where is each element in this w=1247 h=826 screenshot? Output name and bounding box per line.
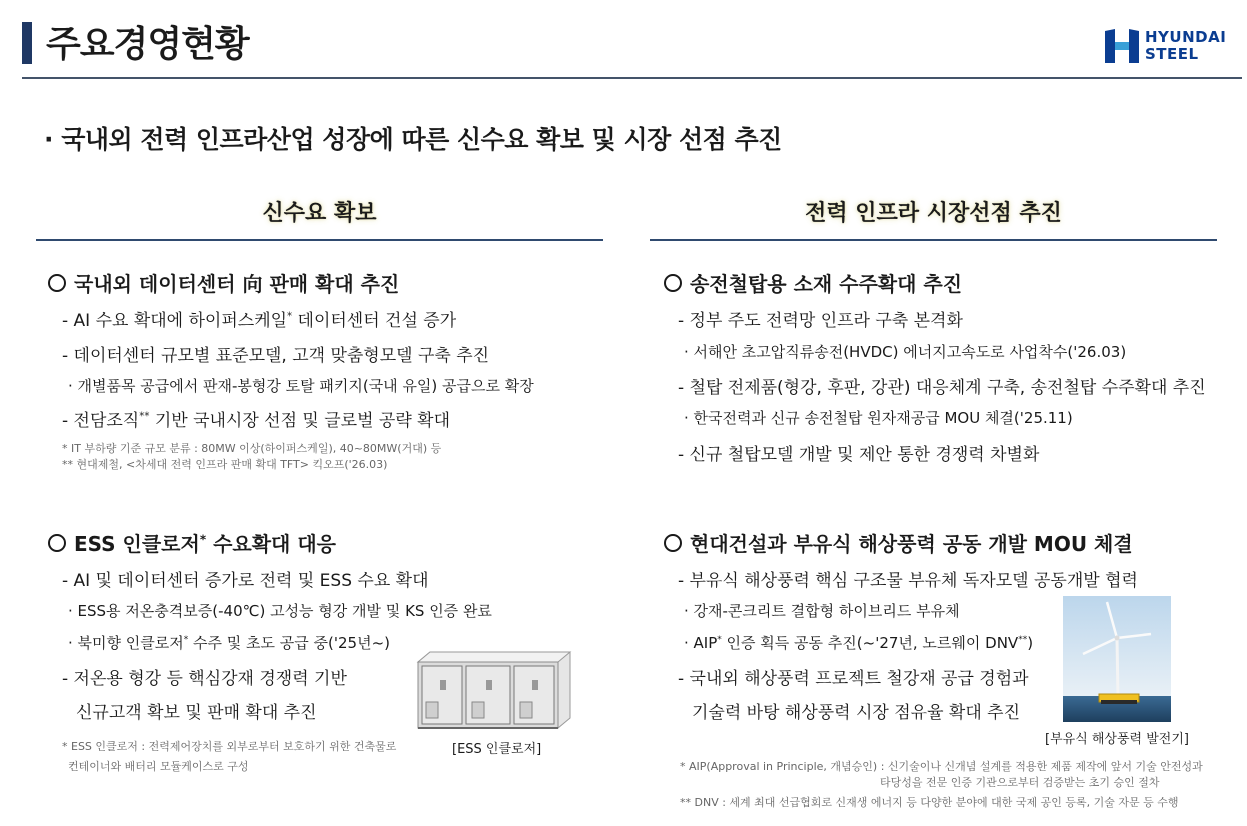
right-sec2-note2: 타당성을 전문 인증 기관으로부터 검증받는 초기 승인 절차	[880, 776, 1160, 789]
right-sec1-bullet1: - 정부 주도 전력망 인프라 구축 본격화	[678, 311, 963, 331]
left-column-title: 신수요 확보	[262, 201, 377, 226]
floating-wind-turbine-image	[1063, 596, 1171, 722]
right-sec2-note1: * AIP(Approval in Principle, 개념승인) : 신기술이나 신개념 설계를 적용한 제품 제작에 앞서 기술 안전성과	[680, 760, 1203, 773]
headline: · 국내외 전력 인프라산업 성장에 따른 신수요 확보 및 시장 선점 추진	[44, 125, 782, 154]
ess-image-caption: [ESS 인클로저]	[452, 742, 542, 757]
logo-h-icon	[1103, 27, 1141, 65]
logo-line2: STEEL	[1145, 45, 1199, 63]
left-column-rule	[36, 239, 603, 241]
right-column-title: 전력 인프라 시장선점 추진	[805, 201, 1062, 226]
left-sec2-note1: * ESS 인클로저 : 전력제어장치를 외부로부터 보호하기 위한 건축물로	[62, 740, 397, 753]
left-sec1-title: 국내외 데이터센터 向 판매 확대 추진	[48, 268, 399, 297]
right-sec2-title: 현대건설과 부유식 해상풍력 공동 개발 MOU 체결	[664, 528, 1133, 557]
page-title: 주요경영현황	[46, 24, 249, 65]
left-sec1-note2: ** 현대제철, <차세대 전력 인프라 판매 확대 TFT> 킥오프('26.03)	[62, 458, 388, 471]
right-sec2-bullet2-cont: 기술력 바탕 해상풍력 시장 점유율 확대 추진	[692, 703, 1021, 723]
left-sec1-bullet1: - AI 수요 확대에 하이퍼스케일* 데이터센터 건설 증가	[62, 311, 457, 331]
right-sec1-sub-bullet1: · 서해안 초고압직류송전(HVDC) 에너지고속도로 사업착수('26.03)	[684, 343, 1127, 361]
right-sec2-sub-bullet2: · AIP* 인증 획득 공동 추진(~'27년, 노르웨이 DNV**)	[684, 634, 1034, 652]
right-column-rule	[650, 239, 1217, 241]
circle-bullet-icon	[664, 274, 682, 292]
logo-line1: HYUNDAI	[1145, 28, 1227, 46]
hyundai-steel-logo	[1103, 27, 1238, 67]
left-sec2-title: ESS 인클로저* 수요확대 대응	[48, 528, 336, 557]
circle-bullet-icon	[664, 534, 682, 552]
left-sec2-bullet2: - 저온용 형강 등 핵심강재 경쟁력 기반	[62, 669, 347, 689]
left-sec1-bullet3: - 전담조직** 기반 국내시장 선점 및 글로벌 공략 확대	[62, 411, 450, 431]
right-sec1-bullet2: - 철탑 전제품(형강, 후판, 강관) 대응체계 구축, 송전철탑 수주확대 추진	[678, 378, 1206, 398]
right-sec1-title: 송전철탑용 소재 수주확대 추진	[664, 268, 962, 297]
left-sec2-sub-bullet1: · ESS용 저온충격보증(-40℃) 고성능 형강 개발 및 KS 인증 완료	[68, 602, 492, 620]
wind-image-caption: [부유식 해상풍력 발전기]	[1045, 732, 1189, 747]
left-sec2-bullet1: - AI 및 데이터센터 증가로 전력 및 ESS 수요 확대	[62, 571, 429, 591]
right-sec2-note3: ** DNV : 세계 최대 선급협회로 신재생 에너지 등 다양한 분야에 대한 국제 공인 등록, 기술 자문 등 수행	[680, 796, 1179, 809]
circle-bullet-icon	[48, 274, 66, 292]
right-sec2-bullet1: - 부유식 해상풍력 핵심 구조물 부유체 독자모델 공동개발 협력	[678, 571, 1138, 591]
title-accent-bar	[22, 22, 32, 64]
right-sec1-sub-bullet2: · 한국전력과 신규 송전철탑 원자재공급 MOU 체결('25.11)	[684, 409, 1073, 427]
right-sec2-sub-bullet1: · 강재-콘크리트 결합형 하이브리드 부유체	[684, 602, 960, 620]
left-sec1-sub-bullet: · 개별품목 공급에서 판재-봉형강 토탈 패키지(국내 유일) 공급으로 확장	[68, 377, 534, 395]
right-sec1-bullet3: - 신규 철탑모델 개발 및 제안 통한 경쟁력 차별화	[678, 445, 1040, 465]
left-sec2-note2: 컨테이너와 배터리 모듈케이스로 구성	[68, 760, 249, 773]
left-sec2-bullet2-cont: 신규고객 확보 및 판매 확대 추진	[76, 703, 317, 723]
circle-bullet-icon	[48, 534, 66, 552]
left-sec1-note1: * IT 부하량 기준 규모 분류 : 80MW 이상(하이퍼스케일), 40~80MW(거대) 등	[62, 442, 442, 455]
left-sec1-bullet2: - 데이터센터 규모별 표준모델, 고객 맞춤형모델 구축 추진	[62, 346, 490, 366]
header-rule	[22, 77, 1242, 79]
ess-enclosure-image	[410, 644, 575, 736]
right-sec2-bullet2: - 국내외 해상풍력 프로젝트 철강재 공급 경험과	[678, 669, 1029, 689]
left-sec2-sub-bullet2: · 북미향 인클로저* 수주 및 초도 공급 중('25년~)	[68, 634, 390, 652]
